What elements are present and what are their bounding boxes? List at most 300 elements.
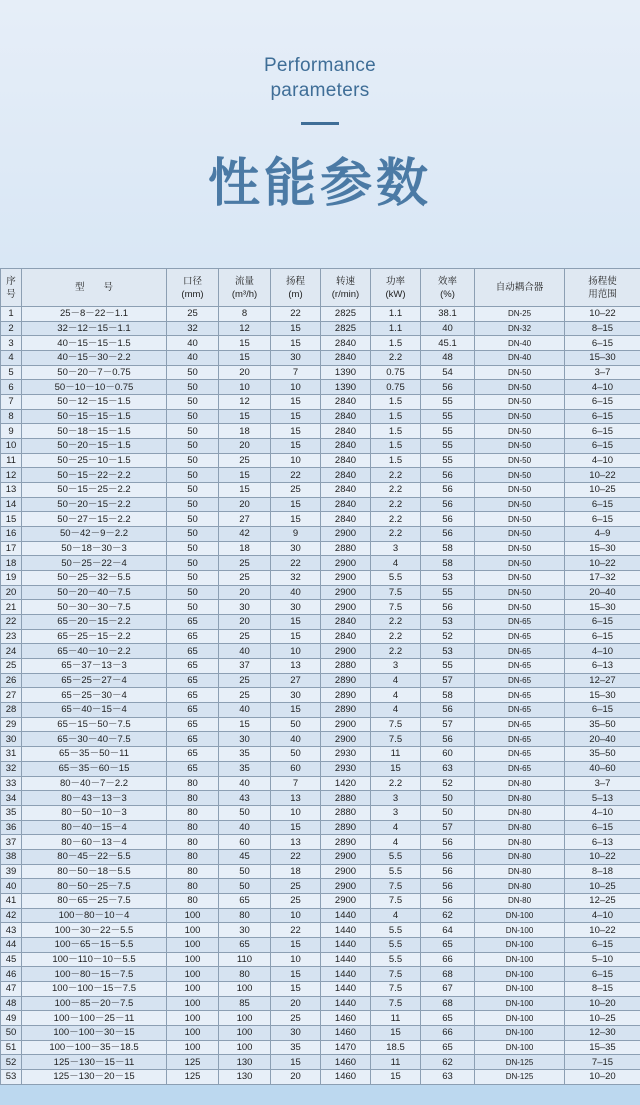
table-row [1,1055,640,1070]
row-flow: 12 [219,321,271,336]
table-row [1,967,640,982]
row-head: 15 [271,409,321,424]
table-row [1,747,640,762]
row-efficiency: 63 [421,761,475,776]
row-power: 2.2 [371,512,421,527]
row-coupler: DN-50 [475,409,565,424]
row-head-range: 12–27 [565,673,640,688]
row-model: 80－40－15－4 [22,820,167,835]
row-coupler: DN-32 [475,321,565,336]
row-index: 11 [1,453,22,468]
row-model: 65－25－30－4 [22,688,167,703]
row-power: 2.2 [371,776,421,791]
row-flow: 30 [219,732,271,747]
row-diameter: 125 [167,1069,219,1084]
row-efficiency: 52 [421,776,475,791]
row-head: 27 [271,673,321,688]
row-model: 32－12－15－1.1 [22,321,167,336]
row-head: 18 [271,864,321,879]
row-head: 15 [271,981,321,996]
row-diameter: 50 [167,453,219,468]
row-index: 13 [1,483,22,498]
row-power: 5.5 [371,952,421,967]
row-head: 20 [271,996,321,1011]
header-flow-line2: (m³/h) [231,288,258,300]
row-flow: 18 [219,424,271,439]
table-row [1,1011,640,1026]
row-efficiency: 68 [421,996,475,1011]
row-efficiency: 67 [421,981,475,996]
row-head-range: 8–15 [565,321,640,336]
row-head-range: 6–15 [565,967,640,982]
row-coupler: DN-50 [475,527,565,542]
row-speed: 2840 [321,395,371,410]
row-head-range: 10–22 [565,307,640,322]
row-head-range: 4–10 [565,805,640,820]
table-row [1,351,640,366]
row-model: 100－80－10－4 [22,908,167,923]
row-head: 10 [271,453,321,468]
table-row [1,761,640,776]
row-speed: 2900 [321,893,371,908]
row-efficiency: 62 [421,908,475,923]
row-flow: 25 [219,629,271,644]
row-flow: 100 [219,1040,271,1055]
row-efficiency: 56 [421,879,475,894]
row-efficiency: 55 [421,439,475,454]
row-model: 125－130－20－15 [22,1069,167,1084]
row-efficiency: 56 [421,468,475,483]
row-head: 15 [271,937,321,952]
row-flow: 18 [219,541,271,556]
table-header-row [1,269,640,307]
table-row [1,409,640,424]
row-model: 65－40－15－4 [22,703,167,718]
row-efficiency: 58 [421,556,475,571]
row-power: 3 [371,791,421,806]
row-diameter: 65 [167,615,219,630]
row-diameter: 50 [167,483,219,498]
row-diameter: 125 [167,1055,219,1070]
row-speed: 2880 [321,805,371,820]
row-index: 27 [1,688,22,703]
row-speed: 2840 [321,351,371,366]
table-row [1,703,640,718]
row-head: 7 [271,365,321,380]
row-index: 2 [1,321,22,336]
row-speed: 2930 [321,747,371,762]
table-row [1,600,640,615]
row-head-range: 7–15 [565,1055,640,1070]
row-index: 29 [1,717,22,732]
row-coupler: DN-50 [475,453,565,468]
row-diameter: 50 [167,395,219,410]
row-coupler: DN-80 [475,820,565,835]
row-head: 10 [271,644,321,659]
row-efficiency: 63 [421,1069,475,1084]
row-efficiency: 56 [421,732,475,747]
row-efficiency: 55 [421,424,475,439]
row-flow: 50 [219,864,271,879]
row-efficiency: 56 [421,835,475,850]
row-index: 25 [1,659,22,674]
row-head: 15 [271,395,321,410]
row-flow: 35 [219,761,271,776]
row-power: 2.2 [371,468,421,483]
row-head-range: 35–50 [565,717,640,732]
row-diameter: 32 [167,321,219,336]
row-index: 33 [1,776,22,791]
row-head-range: 3–7 [565,365,640,380]
row-index: 18 [1,556,22,571]
row-power: 1.1 [371,321,421,336]
row-speed: 2890 [321,835,371,850]
row-speed: 1390 [321,365,371,380]
row-flow: 65 [219,937,271,952]
row-coupler: DN-80 [475,835,565,850]
row-efficiency: 57 [421,673,475,688]
row-efficiency: 50 [421,805,475,820]
table-row [1,365,640,380]
row-diameter: 80 [167,805,219,820]
row-head-range: 20–40 [565,585,640,600]
row-head: 15 [271,424,321,439]
row-efficiency: 56 [421,600,475,615]
row-head: 50 [271,747,321,762]
row-head-range: 6–15 [565,395,640,410]
row-diameter: 100 [167,996,219,1011]
row-flow: 30 [219,923,271,938]
row-index: 24 [1,644,22,659]
row-index: 28 [1,703,22,718]
row-coupler: DN-100 [475,996,565,1011]
row-head-range: 10–22 [565,849,640,864]
row-speed: 2840 [321,439,371,454]
row-flow: 80 [219,908,271,923]
row-power: 15 [371,1069,421,1084]
row-diameter: 65 [167,761,219,776]
row-efficiency: 68 [421,967,475,982]
row-model: 50－27－15－2.2 [22,512,167,527]
row-power: 7.5 [371,996,421,1011]
row-flow: 15 [219,468,271,483]
row-head-range: 6–15 [565,409,640,424]
row-head: 15 [271,820,321,835]
row-head: 10 [271,380,321,395]
table-row [1,439,640,454]
row-head-range: 8–18 [565,864,640,879]
table-row [1,791,640,806]
row-efficiency: 56 [421,527,475,542]
row-speed: 1440 [321,996,371,1011]
row-efficiency: 60 [421,747,475,762]
row-power: 1.5 [371,424,421,439]
row-model: 65－35－50－11 [22,747,167,762]
row-head: 22 [271,468,321,483]
table-row [1,996,640,1011]
header-head-line2: (m) [288,288,303,300]
row-coupler: DN-125 [475,1069,565,1084]
row-model: 80－43－13－3 [22,791,167,806]
row-diameter: 65 [167,717,219,732]
table-row [1,336,640,351]
row-index: 20 [1,585,22,600]
row-speed: 2840 [321,512,371,527]
row-efficiency: 65 [421,937,475,952]
row-head-range: 5–10 [565,952,640,967]
row-head-range: 10–20 [565,996,640,1011]
row-diameter: 100 [167,981,219,996]
row-head-range: 15–30 [565,541,640,556]
table-row [1,688,640,703]
row-index: 17 [1,541,22,556]
row-diameter: 50 [167,600,219,615]
row-speed: 1460 [321,1011,371,1026]
table-row [1,937,640,952]
row-model: 50－20－15－1.5 [22,439,167,454]
row-power: 4 [371,820,421,835]
row-coupler: DN-50 [475,512,565,527]
table-row [1,923,640,938]
row-diameter: 50 [167,512,219,527]
row-diameter: 65 [167,732,219,747]
row-efficiency: 62 [421,1055,475,1070]
row-speed: 2880 [321,791,371,806]
row-model: 65－25－27－4 [22,673,167,688]
table-row [1,497,640,512]
row-model: 50－15－15－1.5 [22,409,167,424]
row-head: 7 [271,776,321,791]
row-head-range: 6–15 [565,439,640,454]
row-coupler: DN-80 [475,776,565,791]
row-head-range: 17–32 [565,571,640,586]
row-speed: 2900 [321,732,371,747]
row-speed: 1460 [321,1025,371,1040]
row-coupler: DN-80 [475,879,565,894]
row-speed: 2840 [321,629,371,644]
row-flow: 25 [219,688,271,703]
row-coupler: DN-100 [475,923,565,938]
row-speed: 2840 [321,409,371,424]
row-flow: 40 [219,703,271,718]
row-index: 16 [1,527,22,542]
row-head-range: 40–60 [565,761,640,776]
row-speed: 2840 [321,497,371,512]
row-model: 80－50－10－3 [22,805,167,820]
row-coupler: DN-65 [475,703,565,718]
row-head: 25 [271,879,321,894]
row-coupler: DN-50 [475,395,565,410]
row-index: 37 [1,835,22,850]
row-flow: 42 [219,527,271,542]
row-coupler: DN-100 [475,967,565,982]
row-power: 2.2 [371,497,421,512]
row-flow: 20 [219,497,271,512]
row-index: 6 [1,380,22,395]
row-head-range: 6–15 [565,820,640,835]
row-diameter: 65 [167,644,219,659]
row-diameter: 50 [167,424,219,439]
row-head-range: 6–15 [565,497,640,512]
row-head: 10 [271,805,321,820]
row-efficiency: 56 [421,849,475,864]
row-power: 2.2 [371,629,421,644]
row-head-range: 35–50 [565,747,640,762]
table-row [1,541,640,556]
row-index: 1 [1,307,22,322]
row-speed: 2900 [321,849,371,864]
header-speed [321,269,371,307]
header-efficiency [421,269,475,307]
row-diameter: 80 [167,776,219,791]
row-model: 50－25－22－4 [22,556,167,571]
row-flow: 100 [219,981,271,996]
row-model: 100－100－15－7.5 [22,981,167,996]
row-coupler: DN-50 [475,483,565,498]
row-coupler: DN-65 [475,761,565,776]
header-head-line1: 扬程 [285,275,305,287]
row-power: 4 [371,703,421,718]
row-coupler: DN-100 [475,952,565,967]
header-speed-line1: 转速 [335,275,355,287]
row-coupler: DN-100 [475,1011,565,1026]
header-model: 型 号 [22,269,167,307]
row-index: 14 [1,497,22,512]
row-coupler: DN-80 [475,849,565,864]
row-power: 5.5 [371,937,421,952]
row-model: 50－20－40－7.5 [22,585,167,600]
row-speed: 1390 [321,380,371,395]
row-speed: 2890 [321,703,371,718]
table-row [1,820,640,835]
header-index-line1: 序 [6,275,16,287]
row-flow: 20 [219,585,271,600]
row-speed: 2840 [321,424,371,439]
row-index: 21 [1,600,22,615]
table-row [1,527,640,542]
row-head-range: 10–25 [565,879,640,894]
row-head-range: 4–10 [565,380,640,395]
row-diameter: 100 [167,1011,219,1026]
row-index: 9 [1,424,22,439]
row-index: 12 [1,468,22,483]
row-model: 100－85－20－7.5 [22,996,167,1011]
row-diameter: 80 [167,893,219,908]
row-power: 1.1 [371,307,421,322]
table-row [1,556,640,571]
table-row [1,615,640,630]
row-power: 0.75 [371,365,421,380]
table-row [1,732,640,747]
row-power: 5.5 [371,849,421,864]
table-row [1,321,640,336]
row-power: 5.5 [371,923,421,938]
row-model: 80－40－7－2.2 [22,776,167,791]
row-power: 15 [371,761,421,776]
row-index: 15 [1,512,22,527]
row-efficiency: 56 [421,483,475,498]
row-power: 4 [371,908,421,923]
row-coupler: DN-50 [475,380,565,395]
table-body [1,307,640,1085]
table-row [1,629,640,644]
row-speed: 2900 [321,717,371,732]
table-row [1,879,640,894]
row-coupler: DN-40 [475,336,565,351]
row-index: 52 [1,1055,22,1070]
row-coupler: DN-50 [475,468,565,483]
row-model: 65－40－10－2.2 [22,644,167,659]
row-power: 2.2 [371,615,421,630]
row-head: 15 [271,703,321,718]
row-efficiency: 50 [421,791,475,806]
row-head: 13 [271,659,321,674]
row-power: 11 [371,1055,421,1070]
row-efficiency: 56 [421,497,475,512]
table-row [1,835,640,850]
table-row [1,644,640,659]
row-coupler: DN-65 [475,615,565,630]
row-efficiency: 55 [421,453,475,468]
header-power-line2: (kW) [385,288,406,300]
row-head: 35 [271,1040,321,1055]
row-diameter: 65 [167,703,219,718]
header-speed-line2: (r/min) [331,288,360,300]
row-flow: 20 [219,615,271,630]
row-head-range: 12–30 [565,1025,640,1040]
row-flow: 15 [219,717,271,732]
row-head-range: 6–15 [565,703,640,718]
row-power: 1.5 [371,453,421,468]
row-power: 7.5 [371,585,421,600]
row-head: 10 [271,952,321,967]
row-efficiency: 64 [421,923,475,938]
row-coupler: DN-40 [475,351,565,366]
row-power: 1.5 [371,336,421,351]
row-diameter: 100 [167,952,219,967]
row-index: 47 [1,981,22,996]
row-head: 25 [271,483,321,498]
row-model: 50－18－30－3 [22,541,167,556]
row-head-range: 6–13 [565,659,640,674]
row-speed: 2900 [321,571,371,586]
row-head: 22 [271,849,321,864]
row-diameter: 40 [167,336,219,351]
row-coupler: DN-100 [475,937,565,952]
row-index: 39 [1,864,22,879]
row-power: 7.5 [371,893,421,908]
row-power: 7.5 [371,967,421,982]
row-head: 13 [271,791,321,806]
row-flow: 15 [219,483,271,498]
row-coupler: DN-65 [475,659,565,674]
header-head-range-line2: 用范围 [588,288,617,300]
row-power: 7.5 [371,717,421,732]
row-speed: 2930 [321,761,371,776]
row-model: 100－100－30－15 [22,1025,167,1040]
table-row [1,468,640,483]
row-efficiency: 55 [421,395,475,410]
row-flow: 27 [219,512,271,527]
row-efficiency: 56 [421,703,475,718]
row-power: 2.2 [371,483,421,498]
row-coupler: DN-25 [475,307,565,322]
english-title-line1: Performance [263,55,377,76]
row-diameter: 50 [167,556,219,571]
table-row [1,571,640,586]
row-head: 15 [271,1055,321,1070]
row-model: 80－45－22－5.5 [22,849,167,864]
